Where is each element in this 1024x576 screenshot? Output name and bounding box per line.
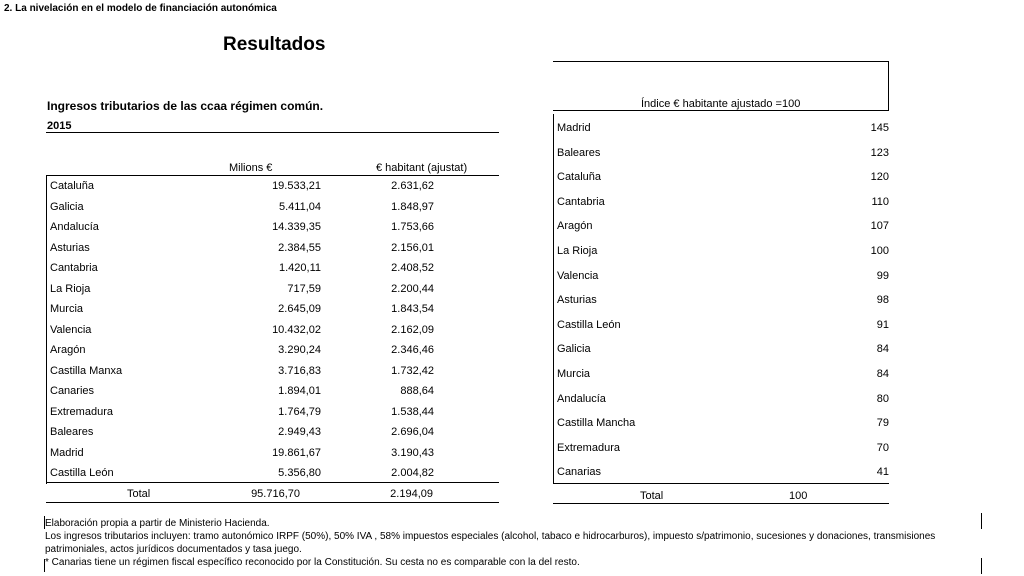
region-name: Aragón <box>50 344 86 356</box>
per-capita-value: 1.538,44 <box>391 405 434 418</box>
region-name: Cantabria <box>50 262 98 274</box>
right-total-label: Total <box>640 490 664 502</box>
per-capita-value: 1.843,54 <box>391 303 434 315</box>
per-capita-value: 2.631,62 <box>391 180 434 192</box>
region-name: Cantabria <box>557 195 605 208</box>
index-value: 123 <box>870 146 889 159</box>
divider <box>553 483 889 484</box>
table-row <box>47 422 500 443</box>
region-name: Cataluña <box>50 180 95 192</box>
divider <box>553 110 889 111</box>
section-title: 2. La nivelación en el modelo de financiación autonómica <box>4 3 277 14</box>
table-row <box>47 402 500 423</box>
millions-value: 5.411,04 <box>278 200 321 213</box>
millions-value: 14.339,35 <box>272 221 321 233</box>
per-capita-value: 2.408,52 <box>391 262 434 274</box>
region-name: Madrid <box>557 122 591 134</box>
table-row <box>47 197 500 218</box>
region-name: Baleares <box>557 146 601 159</box>
millions-value: 1.894,01 <box>278 385 321 397</box>
table-row <box>47 443 500 464</box>
divider <box>46 482 499 483</box>
left-total-millions: 95.716,70 <box>251 488 300 500</box>
millions-value: 2.949,43 <box>278 426 321 438</box>
region-name: Murcia <box>557 367 591 380</box>
table-row <box>47 463 500 484</box>
region-name: Canarias <box>557 466 602 479</box>
index-value: 80 <box>876 392 889 405</box>
per-capita-value: 2.346,46 <box>391 344 434 356</box>
region-name: Andalucía <box>557 392 606 405</box>
table-row <box>47 299 500 320</box>
millions-value: 19.861,67 <box>272 446 321 459</box>
per-capita-value: 1.753,66 <box>391 221 434 233</box>
region-name: Castilla Manxa <box>50 364 123 377</box>
per-capita-value: 1.848,97 <box>391 200 434 213</box>
table-row <box>47 381 500 402</box>
index-value: 41 <box>876 466 889 479</box>
region-name: Castilla León <box>557 318 621 331</box>
notes-block <box>45 517 980 569</box>
note-footnote: * Canarias tiene un régimen fiscal específico reconocido por la Constitución. Su cesta no es comparable con la del resto. <box>45 557 580 568</box>
region-name: Asturias <box>50 241 90 254</box>
per-capita-value: 2.162,09 <box>391 323 434 336</box>
divider <box>46 132 499 133</box>
note-composition: Los ingresos tributarios incluyen: tramo autonómico IRPF (50%), 50% IVA , 58% impuestos especiales (alcohol, tabaco e hidrocarburos), impuesto s/patrimonio, sucesiones y donaciones, transmisiones patrimoniales, actos jurídicos documentados y tasa juego. <box>45 531 936 555</box>
per-capita-value: 2.156,01 <box>391 241 434 254</box>
index-value: 107 <box>870 220 889 233</box>
divider <box>553 503 889 504</box>
millions-value: 1.420,11 <box>278 262 321 274</box>
left-table-body <box>46 176 500 484</box>
region-name: Baleares <box>50 426 94 438</box>
millions-value: 5.356,80 <box>278 467 321 479</box>
region-name: Andalucía <box>50 221 99 233</box>
per-capita-value: 3.190,43 <box>391 446 434 459</box>
region-name: Canaries <box>50 385 95 397</box>
right-table-body <box>553 114 889 483</box>
millions-value: 10.432,02 <box>272 323 321 336</box>
table-row <box>554 311 889 336</box>
millions-value: 3.716,83 <box>278 364 321 377</box>
region-name: Castilla León <box>50 467 114 479</box>
region-name: Galicia <box>557 343 591 356</box>
region-name: Extremadura <box>557 441 620 454</box>
left-table-year: 2015 <box>47 120 72 132</box>
region-name: La Rioja <box>50 282 91 295</box>
index-value: 91 <box>876 318 889 331</box>
right-table-header: Índice € habitante ajustado =100 <box>641 98 801 110</box>
divider <box>981 558 982 574</box>
page-title: Resultados <box>223 34 326 55</box>
index-value: 145 <box>870 122 889 134</box>
index-value: 84 <box>876 343 889 356</box>
table-row <box>47 279 500 300</box>
region-name: Aragón <box>557 220 593 233</box>
index-value: 99 <box>876 269 889 282</box>
table-row <box>554 335 889 360</box>
per-capita-value: 2.696,04 <box>391 426 434 438</box>
millions-value: 2.384,55 <box>278 241 321 254</box>
column-header-per-capita: € habitant (ajustat) <box>376 162 468 174</box>
index-value: 120 <box>870 171 889 184</box>
region-name: Madrid <box>50 446 84 459</box>
millions-value: 3.290,24 <box>278 344 321 356</box>
table-row <box>554 139 889 164</box>
per-capita-value: 888,64 <box>400 385 434 397</box>
right-total-value: 100 <box>789 490 808 502</box>
index-value: 110 <box>871 195 889 208</box>
table-row <box>554 385 889 410</box>
index-value: 98 <box>876 294 889 307</box>
region-name: Extremadura <box>50 405 113 418</box>
index-value: 100 <box>870 244 889 257</box>
per-capita-value: 2.004,82 <box>391 467 434 479</box>
table-row <box>554 237 889 262</box>
table-row <box>47 361 500 382</box>
table-row <box>554 458 889 483</box>
region-name: Asturias <box>557 294 597 307</box>
left-table-title: Ingresos tributarios de las ccaa régimen común. <box>47 99 324 113</box>
table-row <box>554 286 889 311</box>
region-name: Galicia <box>50 200 84 213</box>
left-total-label: Total <box>127 488 151 500</box>
per-capita-value: 1.732,42 <box>391 364 434 377</box>
region-name: Castilla Mancha <box>557 417 636 430</box>
region-name: Cataluña <box>557 171 602 184</box>
millions-value: 1.764,79 <box>278 405 321 418</box>
millions-value: 717,59 <box>287 282 321 295</box>
table-row <box>47 320 500 341</box>
table-row <box>47 176 500 197</box>
table-row <box>47 340 500 361</box>
table-row <box>554 163 889 188</box>
divider <box>981 513 982 529</box>
table-row <box>47 217 500 238</box>
table-row <box>554 434 889 459</box>
table-row <box>47 258 500 279</box>
divider <box>553 61 889 62</box>
table-row <box>554 360 889 385</box>
index-value: 70 <box>876 441 889 454</box>
divider <box>888 61 889 111</box>
per-capita-value: 2.200,44 <box>391 282 434 295</box>
region-name: La Rioja <box>557 244 598 257</box>
region-name: Valencia <box>557 269 599 282</box>
column-header-millions: Milions € <box>229 162 273 174</box>
table-row <box>47 238 500 259</box>
index-value: 79 <box>876 417 889 430</box>
region-name: Murcia <box>50 303 84 315</box>
table-row <box>554 114 889 139</box>
millions-value: 19.533,21 <box>272 180 321 192</box>
region-name: Valencia <box>50 323 92 336</box>
note-source: Elaboración propia a partir de Ministerio Hacienda. <box>45 518 270 529</box>
table-row <box>554 188 889 213</box>
divider <box>46 502 499 503</box>
millions-value: 2.645,09 <box>278 303 321 315</box>
table-row <box>554 262 889 287</box>
index-value: 84 <box>876 367 889 380</box>
left-total-per-capita: 2.194,09 <box>390 488 433 500</box>
table-row <box>554 212 889 237</box>
table-row <box>554 409 889 434</box>
